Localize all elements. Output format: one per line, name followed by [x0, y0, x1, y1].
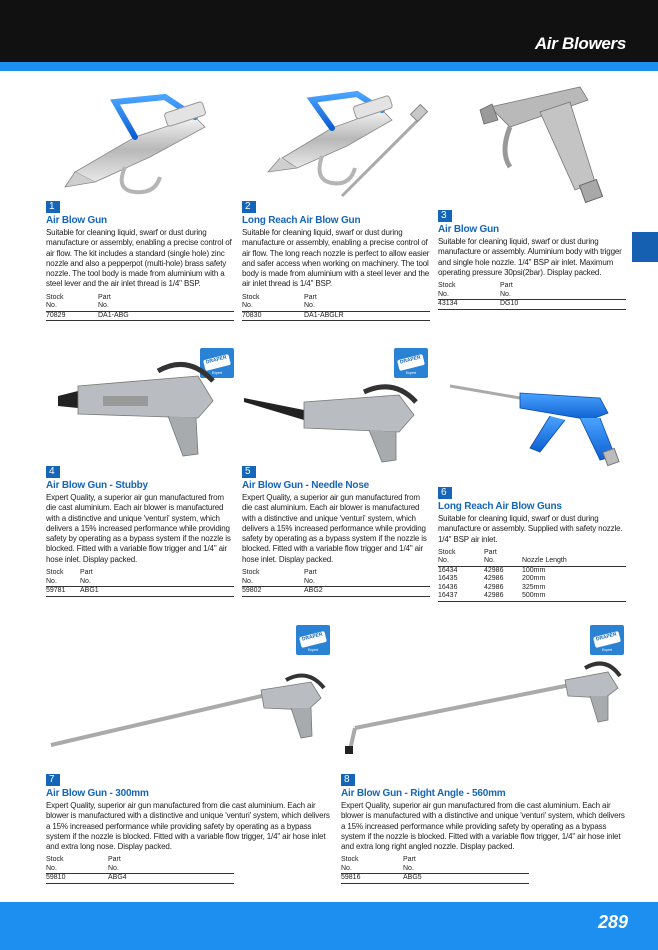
- long-reach-blue-air-blow-gun-image: [440, 368, 625, 468]
- spec-table: [46, 856, 234, 884]
- table-row: 70830 DA1-ABGLR: [242, 311, 430, 321]
- page-header: [0, 0, 658, 70]
- product-number: 7: [46, 774, 60, 786]
- product-title: Long Reach Air Blow Gun: [242, 215, 361, 226]
- product-title: Air Blow Gun - 300mm: [46, 788, 149, 799]
- part-header: Part No.: [304, 569, 430, 587]
- part-header: Part No.: [304, 294, 430, 312]
- product-7: [46, 769, 336, 884]
- part-header: Part No.: [98, 294, 234, 312]
- part-header: Part No.: [80, 569, 234, 587]
- product-2: [242, 196, 430, 321]
- draper-expert-logo: DRAPER Expert: [590, 625, 624, 655]
- spec-table: [438, 549, 626, 602]
- table-row: 59810 ABG4: [46, 874, 234, 884]
- product-4: [46, 461, 234, 597]
- page-title: Air Blowers: [534, 34, 626, 53]
- product-description: Suitable for cleaning liquid, swarf or dust during manufacture or assembly. Aluminium body with trigger and single hole nozzle. 1/4" BSP air inlet. Maximum operating pressure 30psi(2bar). Display packed.: [438, 237, 622, 277]
- stock-header: Stock No.: [46, 294, 98, 312]
- section-tab: [632, 232, 658, 262]
- product-number: 5: [242, 466, 256, 478]
- product-title: Air Blow Gun - Right Angle - 560mm: [341, 788, 506, 799]
- air-blow-gun-trigger-image: [470, 82, 610, 207]
- product-description: Suitable for cleaning liquid, swarf or dust during manufacture or assembly, enabling a precise control of air flow. The kit includes a standard (single hole) zinc nozzle and also a pepperpot (multi-hole) brass safety nozzle. The tool body is made from aluminium with a steel lever and the air inlet thread is 1/4" BSP.: [46, 228, 232, 289]
- stock-header: Stock No.: [46, 569, 80, 587]
- draper-expert-logo: DRAPER Expert: [394, 348, 428, 378]
- air-blow-gun-image: [55, 92, 230, 197]
- product-3: [438, 205, 626, 310]
- long-reach-air-blow-gun-image: [262, 88, 437, 198]
- table-row: 16434 42986 100mm: [438, 566, 546, 574]
- spec-table: [46, 294, 234, 322]
- header-stripe: [0, 62, 658, 71]
- stock-header: Stock No.: [242, 569, 304, 587]
- product-title: Long Reach Air Blow Guns: [438, 501, 562, 512]
- stock-header: Stock No.: [341, 856, 403, 874]
- product-description: Expert Quality, a superior air gun manufactured from die cast aluminium. Each air blower is manufactured with a distinctive and unique 'venturi' system, which delivers a 15% increased performance while providing safety by operating as a bypass system if the nozzle is blocked. Fitted with a variable flow trigger and 1/4" air hose inlet. Display packed.: [46, 493, 231, 564]
- part-header: Part No.: [484, 549, 522, 567]
- product-description: Expert Quality, superior air gun manufactured from die cast aluminium. Each air blower is manufactured with a distinctive and unique 'venturi' system, which delivers a 15% increased performance while providing safety by operating as a bypass system if the nozzle is blocked. Fitted with a variable flow trigger, 1/4" air hose inlet and extra long nose. Display packed.: [46, 801, 330, 852]
- table-row: 59816 ABG5: [341, 874, 529, 884]
- product-number: 3: [438, 210, 452, 222]
- part-header: Part No.: [108, 856, 234, 874]
- table-row: 70829 DA1-ABG: [46, 311, 234, 321]
- air-blow-gun-300mm-image: [46, 660, 341, 760]
- product-number: 2: [242, 201, 256, 213]
- product-title: Air Blow Gun - Needle Nose: [242, 480, 370, 491]
- product-5: [242, 461, 430, 597]
- stock-header: Stock No.: [438, 549, 484, 567]
- spec-table: [46, 569, 234, 597]
- product-description: Suitable for cleaning liquid, swarf or dust during manufacture or assembly. Supplied with safety nozzle. 1/4" BSP air inlet.: [438, 514, 623, 544]
- spec-table: [341, 856, 529, 884]
- table-row: 59781 ABG1: [46, 587, 234, 597]
- page-number: 289: [597, 912, 628, 932]
- table-row: 59802 ABG2: [242, 587, 430, 597]
- product-6: [438, 482, 626, 602]
- needle-nose-air-blow-gun-image: [244, 380, 429, 465]
- nozzle-length-header: Nozzle Length: [522, 549, 626, 567]
- product-number: 4: [46, 466, 60, 478]
- product-title: Air Blow Gun - Stubby: [46, 480, 148, 491]
- spec-table: [242, 569, 430, 597]
- stock-header: Stock No.: [46, 856, 108, 874]
- product-title: Air Blow Gun: [46, 215, 107, 226]
- product-number: 8: [341, 774, 355, 786]
- stock-header: Stock No.: [438, 282, 500, 300]
- product-1: [46, 196, 234, 321]
- draper-expert-logo: DRAPER Expert: [200, 348, 234, 378]
- product-number: 1: [46, 201, 60, 213]
- table-row: 16436 42986 325mm: [438, 583, 546, 591]
- product-8: [341, 769, 631, 884]
- stock-header: Stock No.: [242, 294, 304, 312]
- product-number: 6: [438, 487, 452, 499]
- product-title: Air Blow Gun: [438, 224, 499, 235]
- table-row: 16435 42986 200mm: [438, 575, 546, 583]
- part-header: Part No.: [403, 856, 529, 874]
- product-description: Suitable for cleaning liquid, swarf or dust during manufacture or assembly, enabling a precise control of air flow. The long reach nozzle is perfect to allow easier and safer access when working on machinery. The tool body is made from aluminium with a steel lever and the air inlet thread is 1/4" BSP.: [242, 228, 430, 289]
- product-description: Expert Quality, a superior air gun manufactured from die cast aluminium. Each air blower is manufactured with a distinctive and unique 'venturi' system, which delivers a 15% increased performance while providing safety by operating as a bypass system if the nozzle is blocked. Fitted with a variable flow trigger and 1/4" air hose inlet. Display packed.: [242, 493, 427, 564]
- draper-expert-logo: DRAPER Expert: [296, 625, 330, 655]
- table-row: 43134 DG10: [438, 300, 626, 310]
- stubby-air-blow-gun-image: [48, 356, 228, 461]
- part-header: Part No.: [500, 282, 626, 300]
- right-angle-air-blow-gun-image: [340, 650, 630, 760]
- spec-table: [242, 294, 430, 322]
- page-footer: [0, 902, 658, 950]
- spec-table: [438, 282, 626, 310]
- table-row: 16437 42986 500mm: [438, 592, 626, 601]
- product-description: Expert Quality, superior air gun manufactured from die cast aluminium. Each air blower is manufactured with a distinctive and unique 'venturi' system, which delivers a 15% increased performance while providing safety by operating as a bypass system if the nozzle is blocked. Fitted with a variable flow trigger, 1/4" air hose inlet and extra long right angled nozzle. Display packed.: [341, 801, 625, 852]
